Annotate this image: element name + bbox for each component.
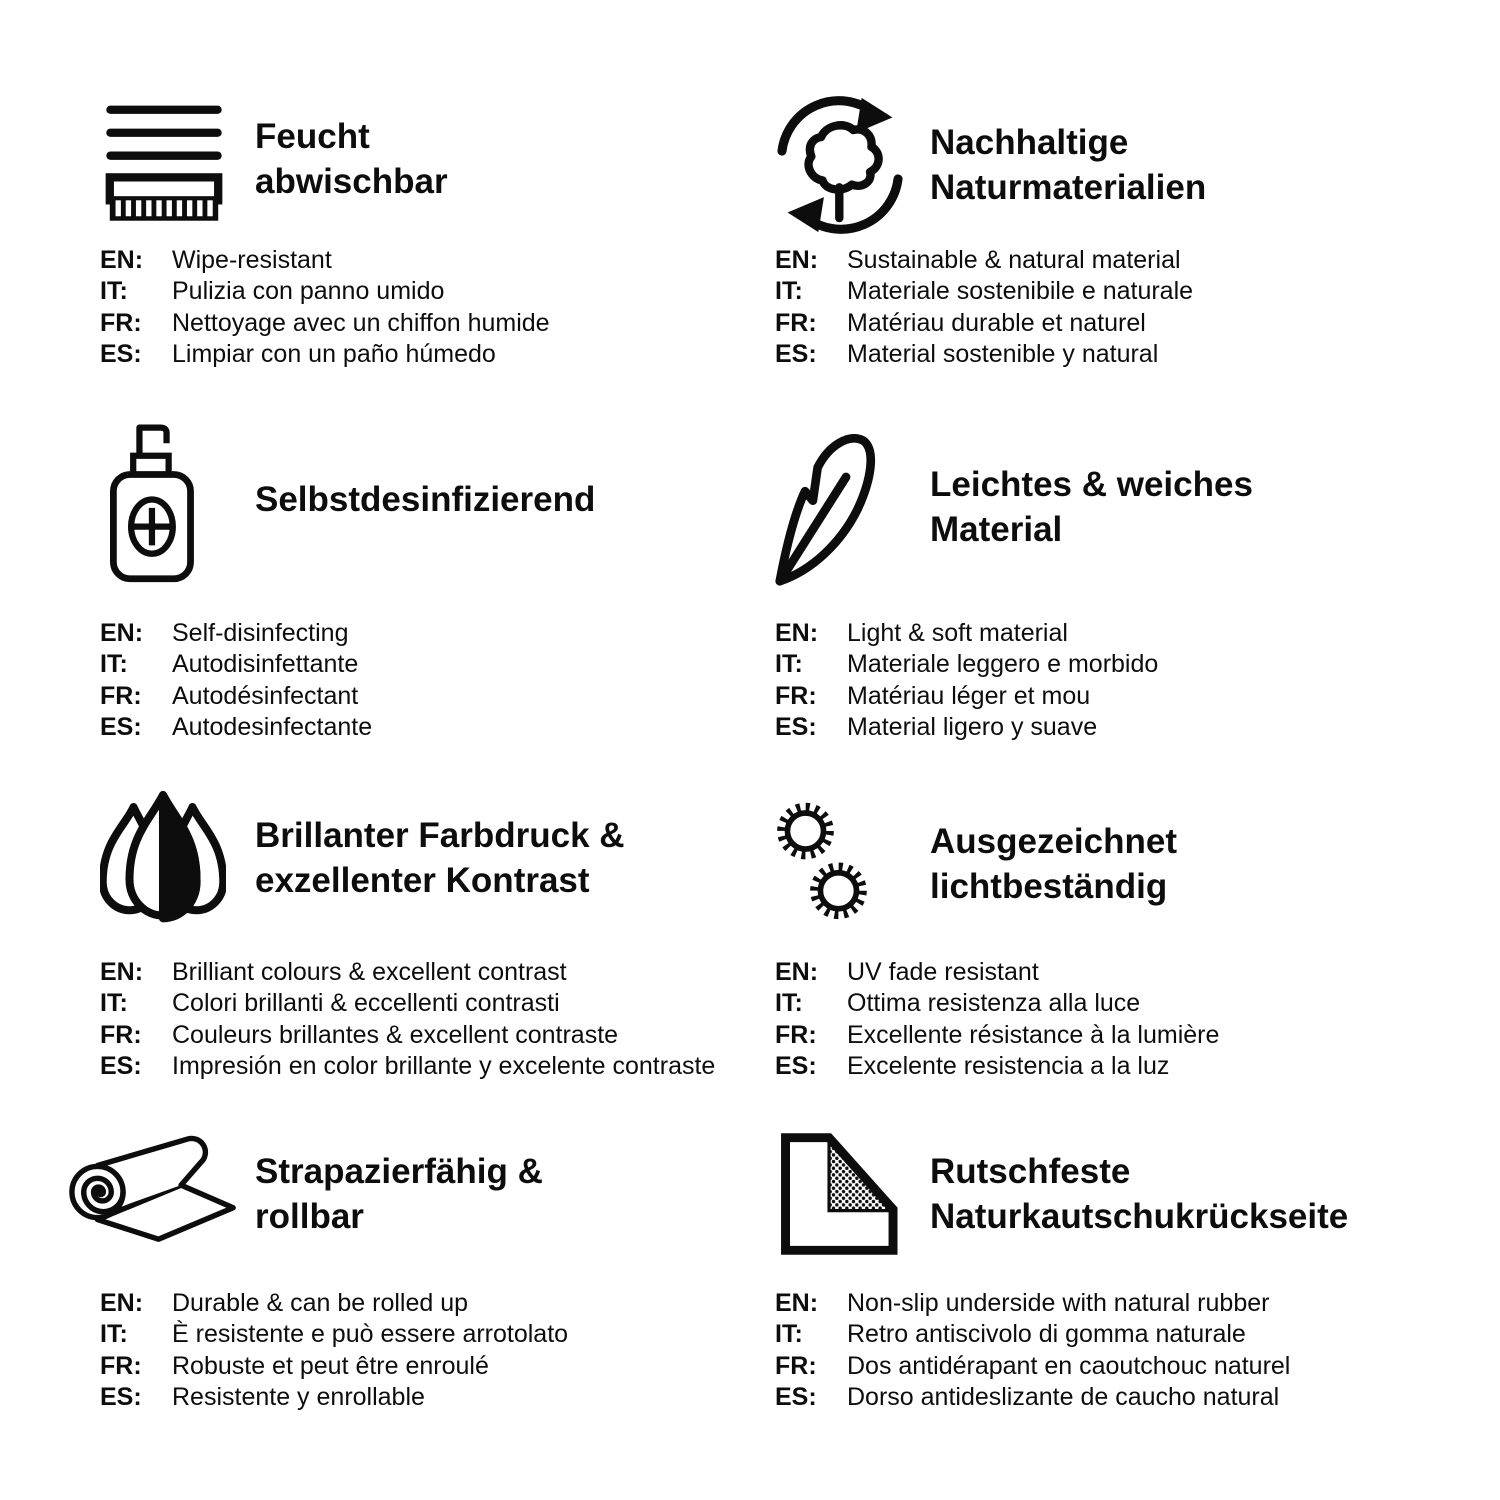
feature-header <box>775 795 1475 933</box>
translation-list <box>775 618 1158 744</box>
feature-title <box>255 1149 543 1239</box>
translation-text: Excelente resistencia a la luz <box>847 1052 1170 1081</box>
translation-text: Non-slip underside with natural rubber <box>847 1289 1270 1317</box>
translation-list <box>775 1288 1290 1414</box>
lang-label: IT: <box>775 989 803 1018</box>
lang-label: EN: <box>100 619 144 647</box>
feature-title-line: Ausgezeichnet <box>930 822 1177 861</box>
wipe-brush-icon <box>100 97 228 222</box>
feature-title <box>255 477 595 522</box>
feature-brilliant-colours <box>100 790 760 1081</box>
feature-title-line: Naturkautschukrückseite <box>930 1197 1349 1236</box>
translation-text: Limpiar con un paño húmedo <box>172 340 496 369</box>
translation-list <box>775 957 1219 1083</box>
lang-label: EN: <box>100 958 144 986</box>
translation-text: Autodesinfectante <box>172 713 373 742</box>
lang-label: IT: <box>100 650 128 679</box>
lang-label: EN: <box>100 1289 144 1317</box>
recycle-tree-icon <box>775 95 905 235</box>
lang-label: IT: <box>775 650 803 679</box>
feature-title-line: Selbstdesinfizierend <box>255 479 596 519</box>
lang-label: FR: <box>775 681 817 710</box>
lang-label: ES: <box>100 1383 142 1412</box>
translation-text: Durable & can be rolled up <box>172 1289 469 1317</box>
sun-gears-icon <box>775 796 871 932</box>
feature-uv-resistant <box>775 795 1475 1081</box>
feature-light-soft <box>775 428 1475 742</box>
translation-text: Material sostenible y natural <box>847 340 1159 369</box>
feature-header <box>100 413 760 585</box>
feature-title-line: Brillanter Farbdruck & <box>255 816 625 855</box>
translation-text: Dorso antideslizante de caucho natural <box>847 1383 1280 1412</box>
translation-list <box>775 245 1193 371</box>
translation-text: Materiale leggero e morbido <box>847 650 1159 679</box>
ink-drops-icon <box>100 791 226 925</box>
translation-text: Excellente résistance à la lumière <box>847 1020 1220 1049</box>
feather-icon <box>775 428 895 586</box>
lang-label: EN: <box>100 246 144 274</box>
lang-label: EN: <box>775 1289 819 1317</box>
lang-label: ES: <box>775 713 817 742</box>
translation-list <box>100 618 372 744</box>
lang-label: FR: <box>100 308 142 337</box>
feature-header <box>100 1130 760 1257</box>
feature-title-line: Nachhaltige <box>930 123 1129 162</box>
lang-label: ES: <box>775 1383 817 1412</box>
feature-title-line: Feucht <box>255 117 370 156</box>
feature-title <box>930 120 1206 210</box>
feature-self-disinfecting <box>100 413 760 742</box>
lang-label: ES: <box>100 1052 142 1081</box>
translation-list <box>100 957 715 1083</box>
translation-text: Self-disinfecting <box>172 619 349 647</box>
translation-text: Impresión en color brillante y excelente contraste <box>172 1052 716 1081</box>
translation-text: Autodisinfettante <box>172 650 359 679</box>
feature-title <box>255 114 448 204</box>
feature-title-line: lichtbeständig <box>930 867 1168 906</box>
translation-text: Matériau léger et mou <box>847 681 1091 710</box>
lang-label: IT: <box>775 1320 803 1349</box>
feature-title <box>930 1149 1348 1239</box>
translation-text: Nettoyage avec un chiffon humide <box>172 308 550 337</box>
feature-nonslip-backing <box>775 1130 1495 1412</box>
soap-dispenser-icon <box>100 413 206 585</box>
feature-header <box>775 95 1475 235</box>
translation-text: Wipe-resistant <box>172 246 332 274</box>
feature-title <box>255 813 625 903</box>
feature-title-line: Naturmaterialien <box>930 168 1207 207</box>
feature-title <box>930 819 1177 909</box>
translation-text: Matériau durable et naturel <box>847 308 1146 337</box>
lang-label: FR: <box>100 1351 142 1380</box>
feature-title-line: abwischbar <box>255 162 448 201</box>
lang-label: EN: <box>775 246 819 274</box>
feature-sustainable-material <box>775 95 1475 369</box>
feature-title-line: Material <box>930 510 1063 549</box>
lang-label: FR: <box>100 1020 142 1049</box>
translation-text: Sustainable & natural material <box>847 246 1181 274</box>
lang-label: ES: <box>775 1052 817 1081</box>
lang-label: IT: <box>100 277 128 306</box>
lang-label: FR: <box>775 1020 817 1049</box>
feature-header <box>775 428 1475 586</box>
translation-text: È resistente e può essere arrotolato <box>172 1320 569 1349</box>
feature-header <box>100 95 760 223</box>
lang-label: FR: <box>775 308 817 337</box>
translation-text: Resistente y enrollable <box>172 1383 425 1412</box>
feature-title-line: rollbar <box>255 1196 364 1236</box>
rolled-mat-icon <box>68 1131 243 1257</box>
lang-label: ES: <box>100 713 142 742</box>
feature-title-line: Strapazierfähig & <box>255 1151 543 1191</box>
translation-text: Light & soft material <box>847 619 1068 647</box>
lang-label: EN: <box>775 619 819 647</box>
translation-text: Retro antiscivolo di gomma naturale <box>847 1320 1246 1349</box>
translation-text: Robuste et peut être enroulé <box>172 1351 489 1380</box>
translation-list <box>100 245 550 371</box>
lang-label: ES: <box>100 340 142 369</box>
feature-header <box>775 1130 1495 1258</box>
feature-title-line: exzellenter Kontrast <box>255 861 590 900</box>
lang-label: FR: <box>775 1351 817 1380</box>
lang-label: IT: <box>100 989 128 1018</box>
translation-text: UV fade resistant <box>847 958 1039 986</box>
translation-list <box>100 1288 568 1414</box>
translation-text: Dos antidérapant en caoutchouc naturel <box>847 1351 1291 1380</box>
translation-text: Materiale sostenibile e naturale <box>847 277 1194 306</box>
feature-durable-rollable <box>100 1130 760 1412</box>
translation-text: Ottima resistenza alla luce <box>847 989 1141 1018</box>
feature-title-line: Leichtes & weiches <box>930 465 1253 504</box>
folded-corner-icon <box>775 1130 901 1258</box>
feature-wipe-resistant <box>100 95 760 369</box>
translation-text: Material ligero y suave <box>847 713 1098 742</box>
lang-label: ES: <box>775 340 817 369</box>
translation-text: Couleurs brillantes & excellent contraste <box>172 1020 619 1049</box>
feature-header <box>100 790 760 926</box>
translation-text: Autodésinfectant <box>172 681 359 710</box>
translation-text: Colori brillanti & eccellenti contrasti <box>172 989 560 1018</box>
lang-label: EN: <box>775 958 819 986</box>
translation-text: Brilliant colours & excellent contrast <box>172 958 567 986</box>
translation-text: Pulizia con panno umido <box>172 277 445 306</box>
feature-title-line: Rutschfeste <box>930 1152 1131 1191</box>
lang-label: IT: <box>775 277 803 306</box>
feature-title <box>930 462 1253 552</box>
lang-label: IT: <box>100 1320 128 1349</box>
lang-label: FR: <box>100 681 142 710</box>
